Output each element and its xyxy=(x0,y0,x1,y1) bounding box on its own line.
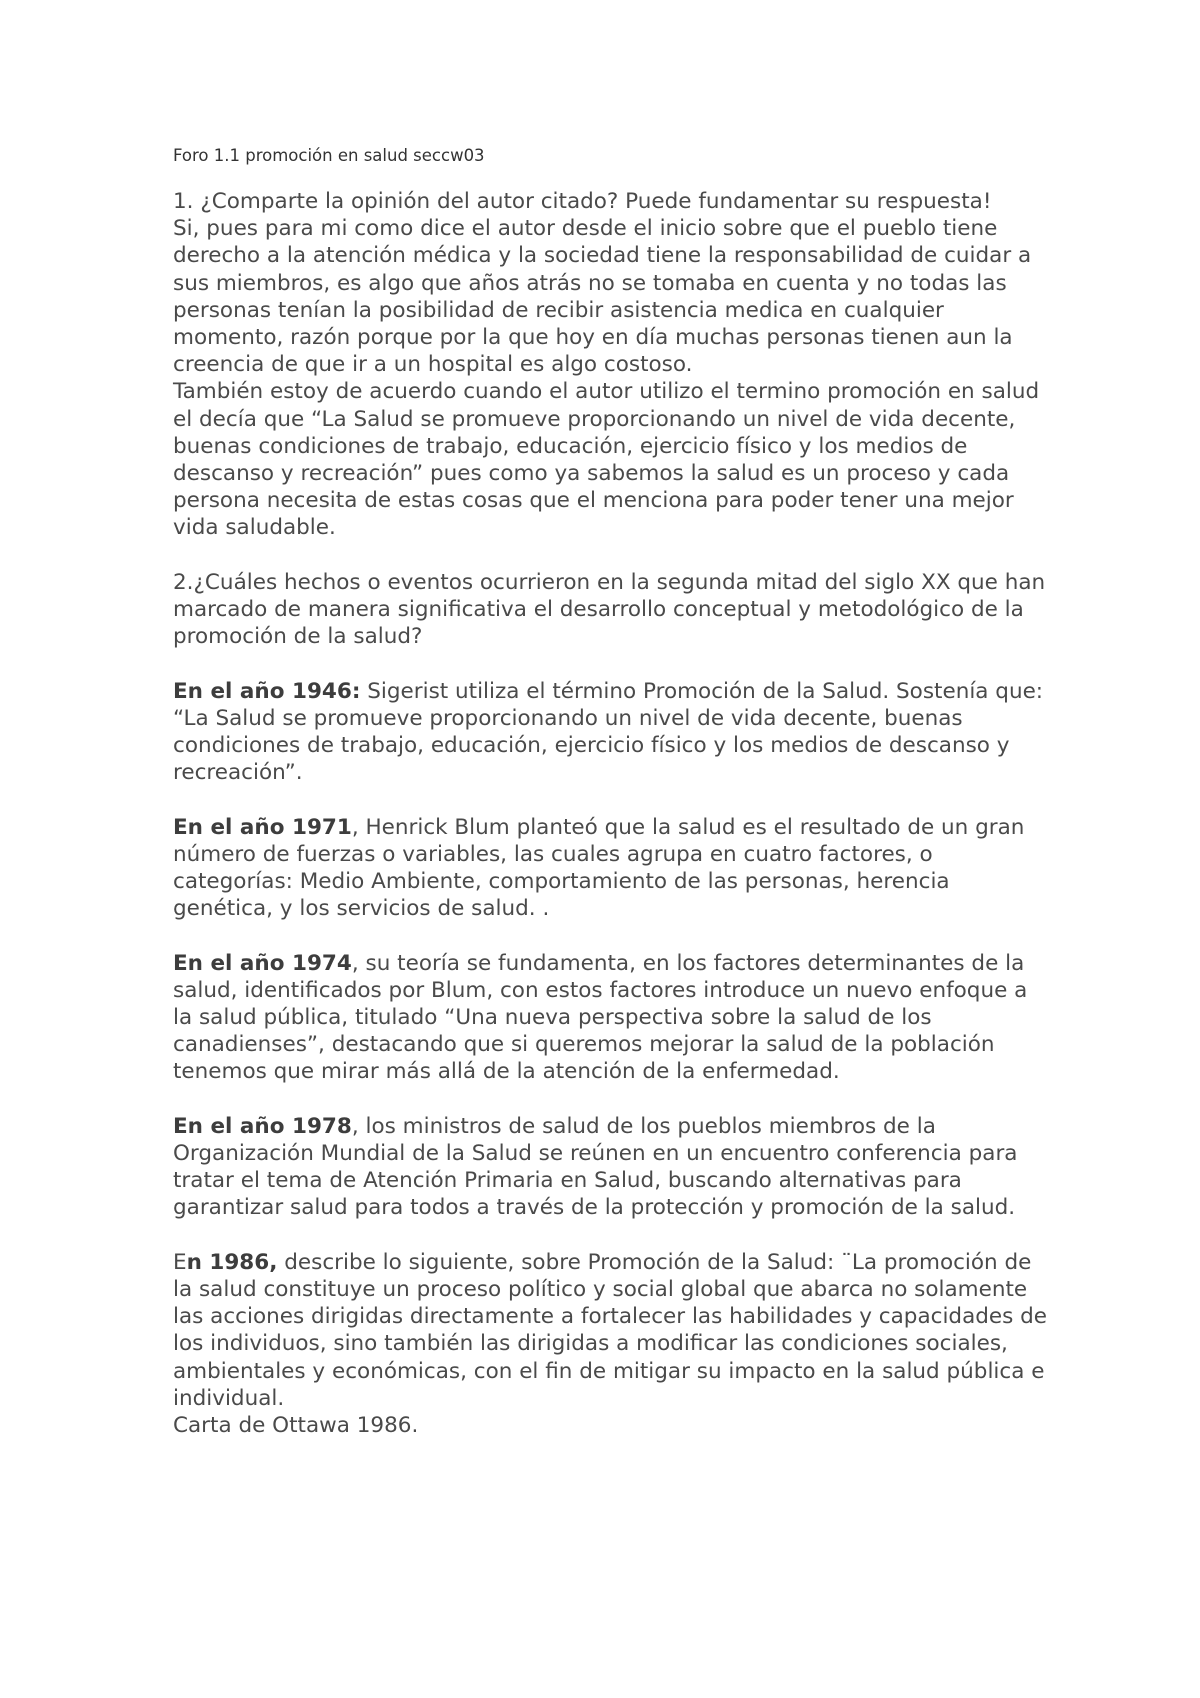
citation: Carta de Ottawa 1986. xyxy=(173,1413,419,1439)
answer-1-paragraph-2: También estoy de acuerdo cuando el autor utilizo el termino promoción en salud el decía que “La Salud se promueve proporcionando un nivel de vida decente, buenas condiciones de trabajo, educación, ejercicio físico y los medios de descanso y recreación” pues como ya sabemos la salud es un proceso y cada persona necesita de estas cosas que el menciona para poder tener una mejor vida saludable. xyxy=(173,379,1040,541)
event-1971-label: En el año 1971 xyxy=(173,814,352,840)
event-1974-text: , su teoría se fundamenta, en los factores determinantes de la salud, identificados por Blum, con estos factores introduce un nuevo enfoque a la salud pública, titulado “Una nueva perspectiva sobre la salud de los canadienses”, destacando que si queremos mejorar la salud de la población tenemos que mirar más allá de la atención de la enfermedad. xyxy=(173,950,1028,1085)
paragraph-spacer xyxy=(173,922,1053,949)
event-1946 xyxy=(173,678,1053,787)
event-1986 xyxy=(173,1249,1053,1412)
document-title: Foro 1.1 promoción en salud seccw03 xyxy=(173,146,485,165)
document-body xyxy=(173,188,1053,1439)
paragraph-spacer xyxy=(173,1222,1053,1249)
answer-1-paragraph-1: Si, pues para mi como dice el autor desde el inicio sobre que el pueblo tiene derecho a la atención médica y la sociedad tiene la responsabilidad de cuidar a sus miembros, es algo que años atrás no se tomaba en cuenta y no todas las personas tenían la posibilidad de recibir asistencia medica en cualquier momento, razón porque por la que hoy en día muchas personas tienen aun la creencia de que ir a un hospital es algo costoso. xyxy=(173,216,1032,378)
question-2: 2.¿Cuáles hechos o eventos ocurrieron en la segunda mitad del siglo XX que han marcado de manera significativa el desarrollo conceptual y metodológico de la promoción de la salud? xyxy=(173,569,1046,650)
event-1974 xyxy=(173,950,1053,1086)
event-1978-text: , los ministros de salud de los pueblos miembros de la Organización Mundial de la Salud se reúnen en un encuentro conferencia para tratar el tema de Atención Primaria en Salud, buscando alternativas para garantizar salud para todos a través de la protección y promoción de la salud. xyxy=(173,1113,1018,1221)
paragraph-spacer xyxy=(173,650,1053,677)
event-1971 xyxy=(173,814,1053,923)
event-1978 xyxy=(173,1113,1053,1222)
event-1986-text: describe lo siguiente, sobre Promoción de la Salud: ¨La promoción de la salud constituye un proceso político y social global que abarca no solamente las acciones dirigidas directamente a fortalecer las habilidades y capacidades de los individuos, sino también las dirigidas a modificar las condiciones sociales, ambientales y económicas, con el fin de mitigar su impacto en la salud pública e individual. xyxy=(173,1249,1048,1411)
event-1974-label: En el año 1974 xyxy=(173,950,352,976)
question-1: 1. ¿Comparte la opinión del autor citado? Puede fundamentar su respuesta! xyxy=(173,189,992,214)
event-1971-text: , Henrick Blum planteó que la salud es el resultado de un gran número de fuerzas o variables, las cuales agrupa en cuatro factores, o categorías: Medio Ambiente, comportamiento de las personas, herencia genética, y los servicios de salud. . xyxy=(173,814,1025,922)
event-1946-label: En el año 1946: xyxy=(173,678,361,704)
event-1986-prefix: E xyxy=(173,1249,187,1275)
paragraph-spacer xyxy=(173,786,1053,813)
event-1978-label: En el año 1978 xyxy=(173,1113,352,1139)
paragraph-spacer xyxy=(173,1086,1053,1113)
paragraph-spacer xyxy=(173,542,1053,569)
event-1986-label: n 1986, xyxy=(186,1249,278,1275)
event-1946-text: Sigerist utiliza el término Promoción de la Salud. Sostenía que: “La Salud se promueve proporcionando un nivel de vida decente, buenas condiciones de trabajo, educación, ejercicio físico y los medios de descanso y recreación”. xyxy=(173,678,1044,786)
